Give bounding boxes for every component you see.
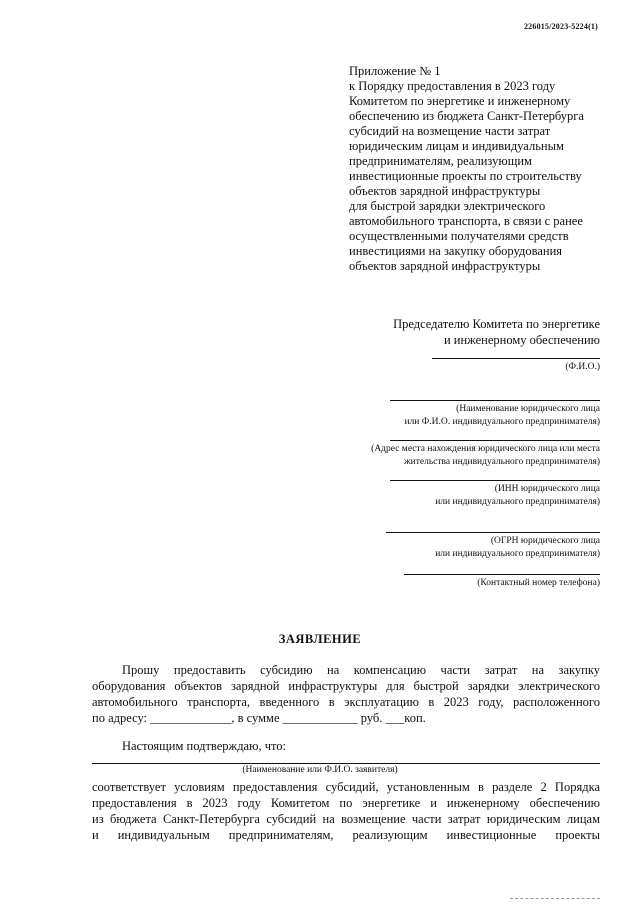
applicant-name-field-line[interactable] (92, 763, 600, 764)
document-title: ЗАЯВЛЕНИЕ (278, 632, 362, 646)
address-line[interactable] (390, 440, 600, 441)
conditions-line: соответствует условиям предоставления субсидий, установленным в разделе 2 Порядка (92, 780, 600, 794)
addressee-line: Председателю Комитета по энергетике (393, 317, 600, 331)
fio-caption: (Ф.И.О.) (565, 362, 600, 372)
confirm-text: Настоящим подтверждаю, что: (122, 739, 287, 753)
ogrn-line[interactable] (386, 532, 600, 533)
request-line (92, 662, 600, 678)
appendix-line: субсидий на возмещение части затрат (349, 124, 551, 138)
appendix-line: Приложение № 1 (349, 64, 441, 78)
address-caption-line: (Адрес места нахождения юридического лица или места (371, 444, 600, 454)
addressee-block (320, 316, 600, 348)
appendix-line: обеспечению из бюджета Санкт-Петербурга (349, 109, 584, 123)
address-caption-line: жительства индивидуального предпринимателя) (404, 457, 600, 467)
appendix-line: Комитетом по энергетике и инженерному (349, 94, 571, 108)
name-caption-line: (Наименование юридического лица (456, 404, 600, 414)
applicant-caption: (Наименование или Ф.И.О. заявителя) (242, 765, 398, 775)
appendix-line: инвестиционные проекты по строительству (349, 169, 582, 183)
document-number: 226015/2023-5224(1) (523, 22, 598, 31)
appendix-line: объектов зарядной инфраструктуры (349, 259, 541, 273)
appendix-line: инвестициями на закупку оборудования (349, 244, 563, 258)
conditions-paragraph (92, 779, 600, 843)
name-caption-line: или Ф.И.О. индивидуального предпринимателя) (404, 417, 600, 427)
conditions-line: предоставления в 2023 году Комитетом по энергетике и инженерному обеспечению (92, 796, 600, 810)
conditions-line: из бюджета Санкт-Петербурга субсидий на возмещение части затрат юридическим лицам (92, 812, 600, 826)
phone-line[interactable] (404, 574, 600, 575)
page-edge-divider (510, 898, 600, 899)
addressee-line: и инженерному обеспечению (443, 333, 600, 347)
appendix-line: к Порядку предоставления в 2023 году (349, 79, 556, 93)
appendix-line: автомобильного транспорта, в связи с ранее (349, 214, 583, 228)
inn-caption-line: (ИНН юридического лица (494, 484, 600, 494)
appendix-line: для быстрой зарядки электрического (349, 199, 546, 213)
conditions-line: и индивидуальным предпринимателям, реализующим инвестиционные проекты (92, 828, 600, 842)
request-line: автомобильного транспорта, введенного в эксплуатацию в 2023 году, расположенного (92, 695, 600, 709)
fio-signature-line[interactable] (432, 358, 600, 359)
inn-line[interactable] (390, 480, 600, 481)
appendix-line: юридическим лицам и индивидуальным (349, 139, 564, 153)
inn-caption-line: или индивидуального предпринимателя) (435, 497, 600, 507)
ogrn-caption-line: или индивидуального предпринимателя) (435, 549, 600, 559)
appendix-line: осуществленными получателями средств (349, 229, 569, 243)
request-line: оборудования объектов зарядной инфраструктуры для быстрой зарядки электрического (92, 679, 600, 693)
request-paragraph (92, 662, 600, 726)
applicant-name-line[interactable] (390, 400, 600, 401)
appendix-line: предпринимателям, реализующим (349, 154, 532, 168)
phone-caption: (Контактный номер телефона) (477, 578, 600, 588)
ogrn-caption-line: (ОГРН юридического лица (490, 536, 600, 546)
request-line: по адресу: _____________, в сумме ____________ руб. ___коп. (92, 711, 426, 725)
appendix-header (349, 64, 619, 274)
appendix-line: объектов зарядной инфраструктуры (349, 184, 541, 198)
request-text: Прошу предоставить субсидию на компенсацию части затрат на закупку (122, 663, 600, 677)
